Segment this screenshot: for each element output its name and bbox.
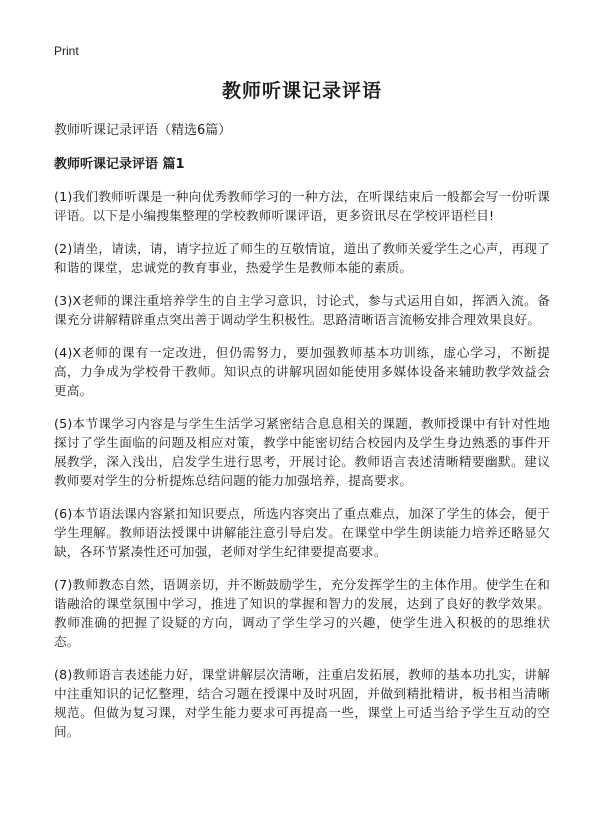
print-label: Print (54, 44, 79, 58)
paragraph-6: (6)本节语法课内容紧扣知识要点，所选内容突出了重点难点，加深了学生的体会，便于学生理解。教师语法授课中讲解能注意引导启发。在课堂中学生朗读能力培养还略显欠缺，各环节紧凑性还可加强，老师对学生纪律要提高要求。 (54, 506, 550, 559)
paragraph-2: (2)请坐，请读，请，请字拉近了师生的互敬情谊，道出了教师关爱学生之心声，再现了和谐的课堂，忠诚党的教育事业，热爱学生是教师本能的素质。 (54, 241, 550, 275)
paragraph-3: (3)X老师的课注重培养学生的自主学习意识，讨论式，参与式运用自如，挥洒入流。备课充分讲解精辟重点突出善于调动学生积极性。思路清晰语言流畅安排合理效果良好。 (54, 293, 550, 327)
document-subtitle: 教师听课记录评语（精选6篇） (54, 123, 232, 138)
paragraph-4: (4)X老师的课有一定改进，但仍需努力，要加强教师基本功训练，虚心学习，不断提高，力争成为学校骨干教师。知识点的讲解巩固如能使用多媒体设备来辅助教学效益会更高。 (54, 345, 550, 398)
paragraph-1: (1)我们教师听课是一种向优秀教师学习的一种方法，在听课结束后一般都会写一份听课评语。以下是小编搜集整理的学校教师听课评语，更多资讯尽在学校评语栏目! (54, 189, 550, 223)
paragraph-5: (5)本节课学习内容是与学生生活学习紧密结合息息相关的课题，教师授课中有针对性地探讨了学生面临的问题及相应对策，教学中能密切结合校园内及学生身边熟悉的事件开展教学，深入浅出，启发学生进行思考，开展讨论。教师语言表述清晰精要幽默。建议教师要对学生的分析提炼总结问题的能力加强培养，提高要求。 (54, 416, 550, 488)
document-title: 教师听课记录评语 (221, 80, 382, 102)
section-heading: 教师听课记录评语 篇1 (54, 157, 185, 172)
paragraph-8: (8)教师语言表述能力好，课堂讲解层次清晰，注重启发拓展，教师的基本功扎实，讲解中注重知识的记忆整理，结合习题在授课中及时巩固，并做到精批精讲，板书相当清晰规范。但做为复习课，对学生能力要求可再提高一些，课堂上可适当给予学生互动的空间。 (54, 667, 550, 739)
paragraph-7: (7)教师教态自然，语调亲切，并不断鼓励学生，充分发挥学生的主体作用。使学生在和谐融洽的课堂氛围中学习，推进了知识的掌握和智力的发展，达到了良好的教学效果。教师准确的把握了设疑的方向，调动了学生学习的兴趣，使学生进入积极的的思维状态。 (54, 577, 550, 649)
